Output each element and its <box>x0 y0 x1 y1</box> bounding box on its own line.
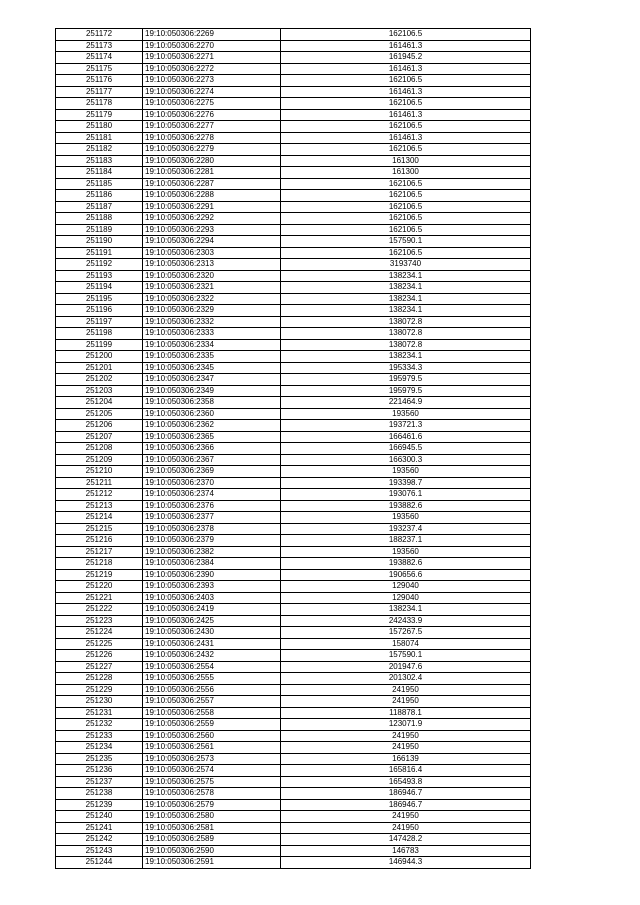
row-number-cell: 251220 <box>56 581 143 593</box>
row-number-cell: 251177 <box>56 86 143 98</box>
cadastral-number-cell: 19:10:050306:2377 <box>143 512 281 524</box>
row-number-cell: 251176 <box>56 75 143 87</box>
row-number-cell: 251212 <box>56 489 143 501</box>
row-number-cell: 251227 <box>56 661 143 673</box>
table-row <box>56 201 531 213</box>
table-row <box>56 351 531 363</box>
cadastral-number-cell: 19:10:050306:2558 <box>143 707 281 719</box>
value-cell: 193882.6 <box>281 558 531 570</box>
table-row <box>56 512 531 524</box>
table-row <box>56 86 531 98</box>
row-number-cell: 251219 <box>56 569 143 581</box>
row-number-cell: 251241 <box>56 822 143 834</box>
value-cell: 161461.3 <box>281 132 531 144</box>
row-number-cell: 251183 <box>56 155 143 167</box>
value-cell: 193560 <box>281 512 531 524</box>
table-row <box>56 627 531 639</box>
row-number-cell: 251173 <box>56 40 143 52</box>
row-number-cell: 251184 <box>56 167 143 179</box>
cadastral-number-cell: 19:10:050306:2367 <box>143 454 281 466</box>
value-cell: 166461.6 <box>281 431 531 443</box>
row-number-cell: 251197 <box>56 316 143 328</box>
row-number-cell: 251213 <box>56 500 143 512</box>
row-number-cell: 251216 <box>56 535 143 547</box>
row-number-cell: 251188 <box>56 213 143 225</box>
value-cell: 161461.3 <box>281 86 531 98</box>
row-number-cell: 251229 <box>56 684 143 696</box>
cadastral-number-cell: 19:10:050306:2370 <box>143 477 281 489</box>
row-number-cell: 251181 <box>56 132 143 144</box>
row-number-cell: 251202 <box>56 374 143 386</box>
table-row <box>56 845 531 857</box>
value-cell: 195979.5 <box>281 374 531 386</box>
cadastral-number-cell: 19:10:050306:2573 <box>143 753 281 765</box>
cadastral-number-cell: 19:10:050306:2303 <box>143 247 281 259</box>
value-cell: 147428.2 <box>281 834 531 846</box>
table-row <box>56 523 531 535</box>
cadastral-number-cell: 19:10:050306:2291 <box>143 201 281 213</box>
value-cell: 193721.3 <box>281 420 531 432</box>
table-row <box>56 696 531 708</box>
row-number-cell: 251190 <box>56 236 143 248</box>
row-number-cell: 251198 <box>56 328 143 340</box>
table-row <box>56 454 531 466</box>
value-cell: 146783 <box>281 845 531 857</box>
row-number-cell: 251195 <box>56 293 143 305</box>
table-row <box>56 661 531 673</box>
cadastral-number-cell: 19:10:050306:2581 <box>143 822 281 834</box>
value-cell: 166300.3 <box>281 454 531 466</box>
cadastral-number-cell: 19:10:050306:2345 <box>143 362 281 374</box>
value-cell: 162106.5 <box>281 213 531 225</box>
row-number-cell: 251204 <box>56 397 143 409</box>
row-number-cell: 251238 <box>56 788 143 800</box>
cadastral-number-cell: 19:10:050306:2321 <box>143 282 281 294</box>
table-row <box>56 213 531 225</box>
cadastral-number-cell: 19:10:050306:2376 <box>143 500 281 512</box>
cadastral-number-cell: 19:10:050306:2559 <box>143 719 281 731</box>
table-body <box>56 29 531 869</box>
table-row <box>56 247 531 259</box>
table-row <box>56 581 531 593</box>
table-row <box>56 109 531 121</box>
table-row <box>56 63 531 75</box>
row-number-cell: 251237 <box>56 776 143 788</box>
table-row <box>56 776 531 788</box>
cadastral-number-cell: 19:10:050306:2329 <box>143 305 281 317</box>
table-row <box>56 52 531 64</box>
row-number-cell: 251244 <box>56 857 143 869</box>
value-cell: 138234.1 <box>281 270 531 282</box>
cadastral-number-cell: 19:10:050306:2431 <box>143 638 281 650</box>
cadastral-number-cell: 19:10:050306:2277 <box>143 121 281 133</box>
row-number-cell: 251242 <box>56 834 143 846</box>
row-number-cell: 251175 <box>56 63 143 75</box>
table-row <box>56 408 531 420</box>
row-number-cell: 251207 <box>56 431 143 443</box>
row-number-cell: 251205 <box>56 408 143 420</box>
cadastral-number-cell: 19:10:050306:2390 <box>143 569 281 581</box>
value-cell: 157267.5 <box>281 627 531 639</box>
cadastral-number-cell: 19:10:050306:2332 <box>143 316 281 328</box>
value-cell: 158074 <box>281 638 531 650</box>
table-row <box>56 834 531 846</box>
cadastral-number-cell: 19:10:050306:2560 <box>143 730 281 742</box>
table-row <box>56 144 531 156</box>
cadastral-number-cell: 19:10:050306:2271 <box>143 52 281 64</box>
table-row <box>56 132 531 144</box>
table-row <box>56 385 531 397</box>
cadastral-number-cell: 19:10:050306:2288 <box>143 190 281 202</box>
table-row <box>56 765 531 777</box>
cadastral-number-cell: 19:10:050306:2419 <box>143 604 281 616</box>
cadastral-number-cell: 19:10:050306:2378 <box>143 523 281 535</box>
table-row <box>56 811 531 823</box>
value-cell: 123071.9 <box>281 719 531 731</box>
cadastral-number-cell: 19:10:050306:2556 <box>143 684 281 696</box>
cadastral-number-cell: 19:10:050306:2358 <box>143 397 281 409</box>
table-row <box>56 650 531 662</box>
table-row <box>56 75 531 87</box>
cadastral-number-cell: 19:10:050306:2279 <box>143 144 281 156</box>
cadastral-number-cell: 19:10:050306:2574 <box>143 765 281 777</box>
value-cell: 241950 <box>281 811 531 823</box>
table-row <box>56 615 531 627</box>
table-row <box>56 684 531 696</box>
row-number-cell: 251187 <box>56 201 143 213</box>
cadastral-number-cell: 19:10:050306:2333 <box>143 328 281 340</box>
cadastral-number-cell: 19:10:050306:2273 <box>143 75 281 87</box>
row-number-cell: 251174 <box>56 52 143 64</box>
value-cell: 138234.1 <box>281 293 531 305</box>
cadastral-number-cell: 19:10:050306:2274 <box>143 86 281 98</box>
row-number-cell: 251196 <box>56 305 143 317</box>
table-row <box>56 224 531 236</box>
value-cell: 162106.5 <box>281 201 531 213</box>
row-number-cell: 251185 <box>56 178 143 190</box>
row-number-cell: 251200 <box>56 351 143 363</box>
cadastral-number-cell: 19:10:050306:2366 <box>143 443 281 455</box>
cadastral-number-cell: 19:10:050306:2294 <box>143 236 281 248</box>
value-cell: 161945.2 <box>281 52 531 64</box>
cadastral-number-cell: 19:10:050306:2322 <box>143 293 281 305</box>
value-cell: 129040 <box>281 592 531 604</box>
value-cell: 162106.5 <box>281 75 531 87</box>
table-row <box>56 270 531 282</box>
value-cell: 165816.4 <box>281 765 531 777</box>
value-cell: 161300 <box>281 167 531 179</box>
cadastral-number-cell: 19:10:050306:2579 <box>143 799 281 811</box>
value-cell: 166139 <box>281 753 531 765</box>
table-row <box>56 489 531 501</box>
value-cell: 190656.6 <box>281 569 531 581</box>
value-cell: 195334.3 <box>281 362 531 374</box>
cadastral-number-cell: 19:10:050306:2580 <box>143 811 281 823</box>
table-row <box>56 155 531 167</box>
row-number-cell: 251240 <box>56 811 143 823</box>
cadastral-number-cell: 19:10:050306:2575 <box>143 776 281 788</box>
cadastral-number-cell: 19:10:050306:2278 <box>143 132 281 144</box>
value-cell: 161300 <box>281 155 531 167</box>
row-number-cell: 251199 <box>56 339 143 351</box>
value-cell: 188237.1 <box>281 535 531 547</box>
row-number-cell: 251210 <box>56 466 143 478</box>
row-number-cell: 251234 <box>56 742 143 754</box>
value-cell: 138234.1 <box>281 305 531 317</box>
value-cell: 193076.1 <box>281 489 531 501</box>
table-row <box>56 466 531 478</box>
value-cell: 146944.3 <box>281 857 531 869</box>
table-row <box>56 673 531 685</box>
cadastral-number-cell: 19:10:050306:2292 <box>143 213 281 225</box>
value-cell: 138234.1 <box>281 604 531 616</box>
cadastral-number-cell: 19:10:050306:2293 <box>143 224 281 236</box>
value-cell: 161461.3 <box>281 109 531 121</box>
value-cell: 221464.9 <box>281 397 531 409</box>
row-number-cell: 251172 <box>56 29 143 41</box>
table-row <box>56 431 531 443</box>
value-cell: 162106.5 <box>281 178 531 190</box>
table-row <box>56 719 531 731</box>
cadastral-number-cell: 19:10:050306:2369 <box>143 466 281 478</box>
value-cell: 138072.8 <box>281 328 531 340</box>
row-number-cell: 251211 <box>56 477 143 489</box>
cadastral-number-cell: 19:10:050306:2561 <box>143 742 281 754</box>
cadastral-number-cell: 19:10:050306:2313 <box>143 259 281 271</box>
value-cell: 129040 <box>281 581 531 593</box>
table-row <box>56 788 531 800</box>
row-number-cell: 251218 <box>56 558 143 570</box>
row-number-cell: 251233 <box>56 730 143 742</box>
row-number-cell: 251230 <box>56 696 143 708</box>
value-cell: 162106.5 <box>281 144 531 156</box>
value-cell: 166945.5 <box>281 443 531 455</box>
value-cell: 186946.7 <box>281 788 531 800</box>
table-row <box>56 339 531 351</box>
value-cell: 161461.3 <box>281 40 531 52</box>
table-row <box>56 638 531 650</box>
cadastral-number-cell: 19:10:050306:2272 <box>143 63 281 75</box>
table-row <box>56 374 531 386</box>
value-cell: 195979.5 <box>281 385 531 397</box>
table-row <box>56 592 531 604</box>
value-cell: 138234.1 <box>281 282 531 294</box>
value-cell: 193237.4 <box>281 523 531 535</box>
table-row <box>56 397 531 409</box>
cadastral-number-cell: 19:10:050306:2578 <box>143 788 281 800</box>
value-cell: 138072.8 <box>281 339 531 351</box>
table-row <box>56 121 531 133</box>
table-row <box>56 178 531 190</box>
row-number-cell: 251214 <box>56 512 143 524</box>
value-cell: 118878.1 <box>281 707 531 719</box>
cadastral-number-cell: 19:10:050306:2591 <box>143 857 281 869</box>
cadastral-number-cell: 19:10:050306:2374 <box>143 489 281 501</box>
table-row <box>56 742 531 754</box>
row-number-cell: 251232 <box>56 719 143 731</box>
value-cell: 241950 <box>281 684 531 696</box>
row-number-cell: 251203 <box>56 385 143 397</box>
cadastral-number-cell: 19:10:050306:2430 <box>143 627 281 639</box>
cadastral-number-cell: 19:10:050306:2349 <box>143 385 281 397</box>
value-cell: 3193740 <box>281 259 531 271</box>
cadastral-number-cell: 19:10:050306:2589 <box>143 834 281 846</box>
row-number-cell: 251208 <box>56 443 143 455</box>
cadastral-number-cell: 19:10:050306:2362 <box>143 420 281 432</box>
table-row <box>56 40 531 52</box>
row-number-cell: 251228 <box>56 673 143 685</box>
value-cell: 242433.9 <box>281 615 531 627</box>
value-cell: 201947.6 <box>281 661 531 673</box>
cadastral-number-cell: 19:10:050306:2334 <box>143 339 281 351</box>
row-number-cell: 251223 <box>56 615 143 627</box>
row-number-cell: 251180 <box>56 121 143 133</box>
cadastral-number-cell: 19:10:050306:2590 <box>143 845 281 857</box>
cadastral-number-cell: 19:10:050306:2379 <box>143 535 281 547</box>
row-number-cell: 251178 <box>56 98 143 110</box>
table-row <box>56 316 531 328</box>
row-number-cell: 251189 <box>56 224 143 236</box>
table-row <box>56 98 531 110</box>
row-number-cell: 251222 <box>56 604 143 616</box>
table-row <box>56 857 531 869</box>
value-cell: 162106.5 <box>281 190 531 202</box>
value-cell: 201302.4 <box>281 673 531 685</box>
value-cell: 241950 <box>281 822 531 834</box>
table-row <box>56 730 531 742</box>
table-row <box>56 305 531 317</box>
row-number-cell: 251179 <box>56 109 143 121</box>
table-row <box>56 799 531 811</box>
value-cell: 157590.1 <box>281 236 531 248</box>
value-cell: 138234.1 <box>281 351 531 363</box>
cadastral-number-cell: 19:10:050306:2270 <box>143 40 281 52</box>
cadastral-number-cell: 19:10:050306:2425 <box>143 615 281 627</box>
cadastral-number-cell: 19:10:050306:2269 <box>143 29 281 41</box>
cadastral-value-table <box>55 28 531 869</box>
table-row <box>56 420 531 432</box>
table-row <box>56 535 531 547</box>
table-row <box>56 707 531 719</box>
value-cell: 161461.3 <box>281 63 531 75</box>
value-cell: 193560 <box>281 466 531 478</box>
value-cell: 193882.6 <box>281 500 531 512</box>
cadastral-number-cell: 19:10:050306:2384 <box>143 558 281 570</box>
table-row <box>56 167 531 179</box>
table-row <box>56 293 531 305</box>
row-number-cell: 251236 <box>56 765 143 777</box>
row-number-cell: 251243 <box>56 845 143 857</box>
row-number-cell: 251191 <box>56 247 143 259</box>
cadastral-number-cell: 19:10:050306:2554 <box>143 661 281 673</box>
table-row <box>56 190 531 202</box>
cadastral-number-cell: 19:10:050306:2320 <box>143 270 281 282</box>
row-number-cell: 251231 <box>56 707 143 719</box>
table-row <box>56 569 531 581</box>
row-number-cell: 251194 <box>56 282 143 294</box>
cadastral-number-cell: 19:10:050306:2393 <box>143 581 281 593</box>
value-cell: 241950 <box>281 696 531 708</box>
cadastral-number-cell: 19:10:050306:2275 <box>143 98 281 110</box>
table-row <box>56 282 531 294</box>
table-row <box>56 328 531 340</box>
cadastral-number-cell: 19:10:050306:2280 <box>143 155 281 167</box>
table-row <box>56 29 531 41</box>
cadastral-number-cell: 19:10:050306:2335 <box>143 351 281 363</box>
value-cell: 193398.7 <box>281 477 531 489</box>
value-cell: 241950 <box>281 730 531 742</box>
value-cell: 162106.5 <box>281 29 531 41</box>
row-number-cell: 251215 <box>56 523 143 535</box>
row-number-cell: 251226 <box>56 650 143 662</box>
value-cell: 193560 <box>281 408 531 420</box>
value-cell: 162106.5 <box>281 224 531 236</box>
value-cell: 138072.8 <box>281 316 531 328</box>
row-number-cell: 251224 <box>56 627 143 639</box>
value-cell: 193560 <box>281 546 531 558</box>
value-cell: 157590.1 <box>281 650 531 662</box>
table-row <box>56 546 531 558</box>
row-number-cell: 251209 <box>56 454 143 466</box>
value-cell: 165493.8 <box>281 776 531 788</box>
value-cell: 162106.5 <box>281 98 531 110</box>
row-number-cell: 251217 <box>56 546 143 558</box>
cadastral-number-cell: 19:10:050306:2555 <box>143 673 281 685</box>
cadastral-number-cell: 19:10:050306:2382 <box>143 546 281 558</box>
row-number-cell: 251239 <box>56 799 143 811</box>
cadastral-number-cell: 19:10:050306:2281 <box>143 167 281 179</box>
cadastral-number-cell: 19:10:050306:2276 <box>143 109 281 121</box>
table-row <box>56 500 531 512</box>
row-number-cell: 251206 <box>56 420 143 432</box>
row-number-cell: 251221 <box>56 592 143 604</box>
value-cell: 162106.5 <box>281 121 531 133</box>
cadastral-number-cell: 19:10:050306:2360 <box>143 408 281 420</box>
table-row <box>56 558 531 570</box>
row-number-cell: 251192 <box>56 259 143 271</box>
cadastral-number-cell: 19:10:050306:2403 <box>143 592 281 604</box>
row-number-cell: 251193 <box>56 270 143 282</box>
cadastral-number-cell: 19:10:050306:2365 <box>143 431 281 443</box>
cadastral-number-cell: 19:10:050306:2287 <box>143 178 281 190</box>
table-row <box>56 753 531 765</box>
table-row <box>56 822 531 834</box>
table-row <box>56 604 531 616</box>
value-cell: 241950 <box>281 742 531 754</box>
table-row <box>56 259 531 271</box>
row-number-cell: 251186 <box>56 190 143 202</box>
table-row <box>56 443 531 455</box>
value-cell: 186946.7 <box>281 799 531 811</box>
cadastral-number-cell: 19:10:050306:2347 <box>143 374 281 386</box>
row-number-cell: 251225 <box>56 638 143 650</box>
value-cell: 162106.5 <box>281 247 531 259</box>
table-row <box>56 362 531 374</box>
row-number-cell: 251201 <box>56 362 143 374</box>
row-number-cell: 251235 <box>56 753 143 765</box>
cadastral-number-cell: 19:10:050306:2557 <box>143 696 281 708</box>
cadastral-number-cell: 19:10:050306:2432 <box>143 650 281 662</box>
row-number-cell: 251182 <box>56 144 143 156</box>
table-row <box>56 477 531 489</box>
table-row <box>56 236 531 248</box>
